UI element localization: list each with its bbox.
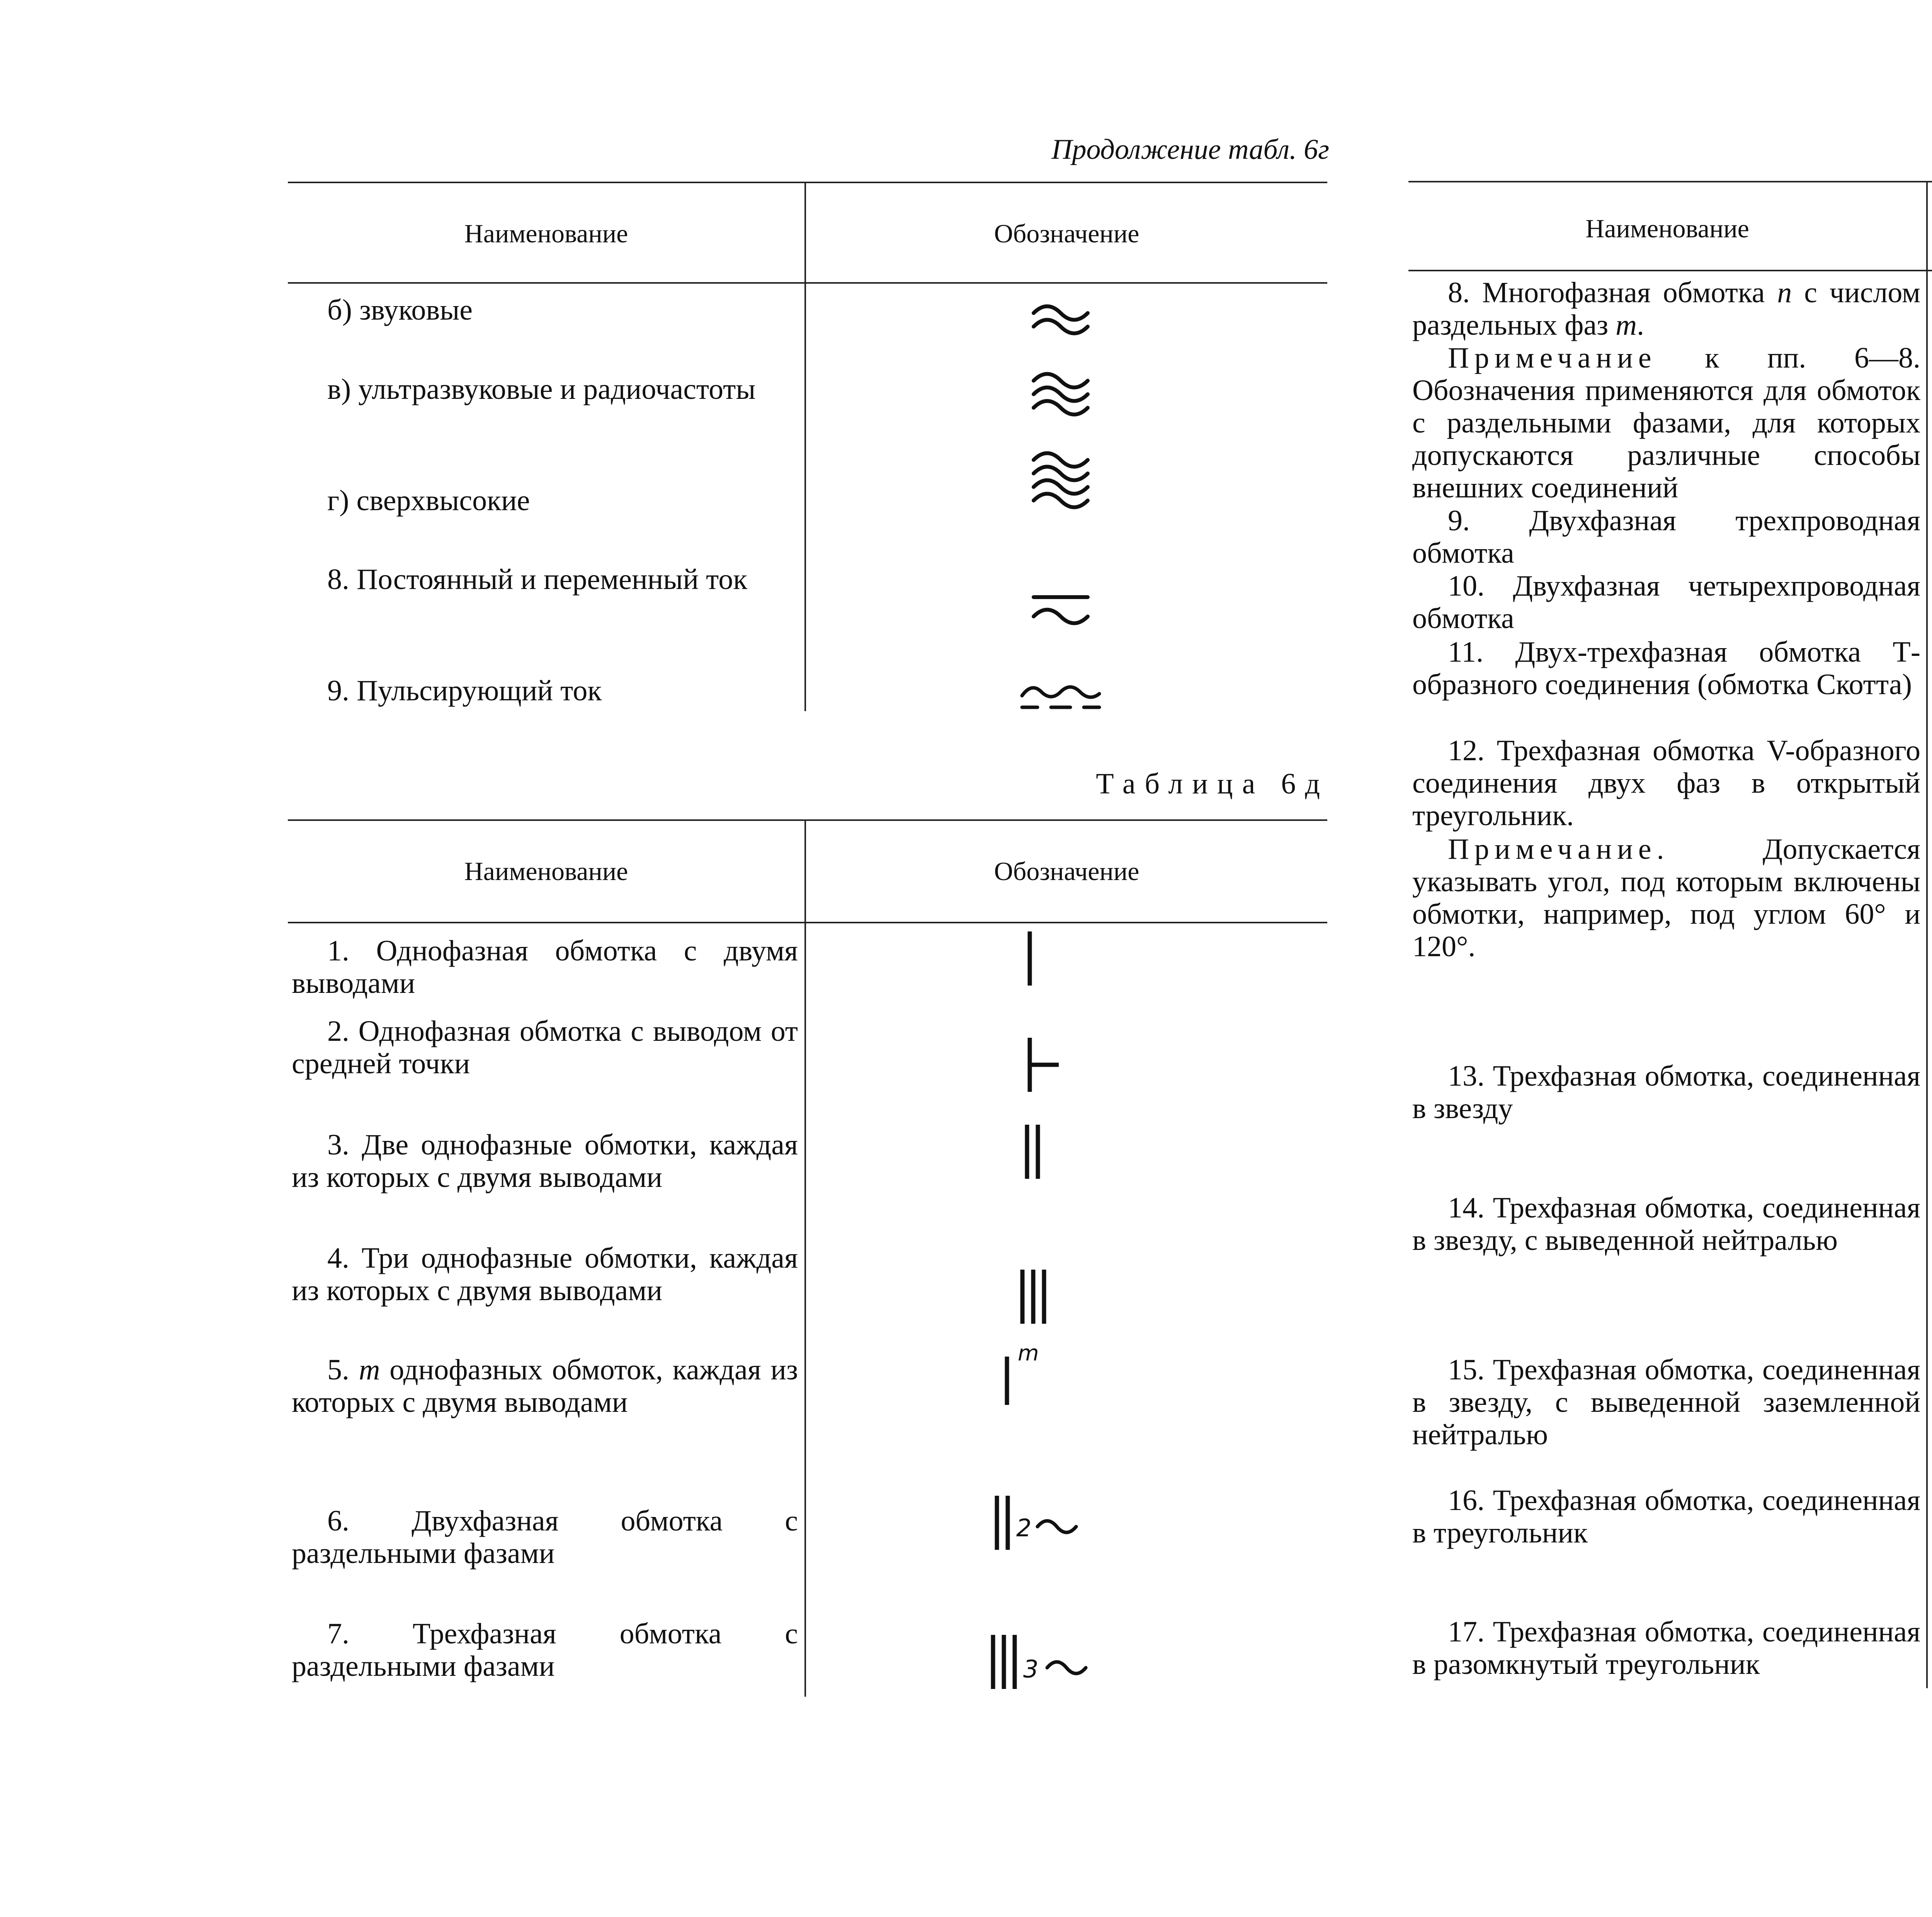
tilde-3-icon xyxy=(1032,371,1090,419)
right-row-8-post: . xyxy=(1637,309,1644,341)
left-table-column-divider xyxy=(804,182,806,711)
right-note-1-label: Примечание xyxy=(1448,342,1657,374)
right-row-13: 13. Трехфазная обмотка, соединенная в звезду xyxy=(1412,1060,1920,1125)
left-table2-header-name: Наименование xyxy=(464,856,628,886)
left-row-uhf: г) сверхвысокие xyxy=(327,484,530,517)
right-row-9: 9. Двухфазная трехпроводная обмотка xyxy=(1412,504,1920,569)
left-table2-column-divider xyxy=(804,819,806,1697)
winding-row-5-pre: 5. xyxy=(327,1353,359,1386)
left-row-pulsating: 9. Пульсирующий ток xyxy=(327,674,602,707)
three-windings-icon xyxy=(1019,1268,1049,1328)
right-header-name: Наименование xyxy=(1585,214,1749,243)
right-note-1 xyxy=(1412,342,1920,504)
left-header-symbol: Обозначение xyxy=(994,219,1139,248)
right-header-symbol xyxy=(1928,213,1932,244)
winding-row-4: 4. Три однофазные обмотки, каждая из которых с двумя выводами xyxy=(292,1242,798,1307)
winding-row-3: 3. Две однофазные обмотки, каждая из которых с двумя выводами xyxy=(292,1129,798,1193)
right-row-17: 17. Трехфазная обмотка, соединенная в разомкнутый треугольник xyxy=(1412,1616,1920,1680)
right-row-16: 16. Трехфазная обмотка, соединенная в треугольник xyxy=(1412,1484,1920,1549)
three-phase-separate-icon xyxy=(989,1633,1090,1693)
left-table2-header-rule xyxy=(288,922,1327,923)
right-row-14: 14. Трехфазная обмотка, соединенная в звезду, с выведенной нейтралью xyxy=(1412,1192,1920,1256)
two-phase-sub: 2 xyxy=(1016,1514,1032,1542)
left-row-ultrasound: в) ультразвуковые и радиочастоты xyxy=(327,373,756,405)
winding-row-5 xyxy=(292,1353,798,1418)
right-table-top-rule xyxy=(1408,181,1932,182)
winding-row-2: 2. Однофазная обмотка с выводом от средней точки xyxy=(292,1015,798,1080)
table-6d-title: Таблица 6д xyxy=(1096,768,1329,800)
single-phase-winding-icon xyxy=(1026,930,1034,989)
winding-row-6: 6. Двухфазная обмотка с раздельными фазами xyxy=(292,1505,798,1570)
winding-row-5-post: однофазных обмоток, каждая из которых с двумя выводами xyxy=(292,1353,798,1418)
winding-row-5-m: m xyxy=(359,1353,380,1386)
right-row-12: 12. Трехфазная обмотка V-образного соединения двух фаз в открытый треугольник. xyxy=(1412,734,1920,832)
left-header-name: Наименование xyxy=(464,219,628,248)
m-windings-icon xyxy=(1003,1341,1053,1409)
winding-row-1: 1. Однофазная обмотка с двумя выводами xyxy=(292,935,798,999)
right-continuation-label xyxy=(1886,133,1932,166)
two-phase-separate-icon xyxy=(993,1494,1078,1554)
right-row-15: 15. Трехфазная обмотка, соединенная в звезду, с выведенной заземленной нейтралью xyxy=(1412,1353,1920,1451)
right-note-2 xyxy=(1412,833,1920,963)
two-windings-icon xyxy=(1023,1123,1043,1183)
right-note-2-label: Примечание xyxy=(1448,833,1657,865)
right-row-8-mid: с числом раздельных фаз xyxy=(1412,276,1921,341)
left-table2-header-symbol: Обозначение xyxy=(994,856,1139,886)
right-row-8 xyxy=(1412,276,1920,341)
winding-row-7: 7. Трехфазная обмотка с раздельными фазами xyxy=(292,1617,798,1682)
right-row-8-pre: 8. Многофазная обмотка xyxy=(1448,276,1777,309)
left-table-top-rule xyxy=(288,182,1327,183)
right-note-1-text: к пп. 6—8. Обозначения применяются для обмоток с раздельными фазами, для которых допускаются различные способы внешних соединений xyxy=(1412,342,1920,504)
right-row-10: 10. Двухфазная четырехпроводная обмотка xyxy=(1412,570,1920,635)
right-table-header-rule xyxy=(1408,270,1932,271)
right-table-column-divider xyxy=(1926,181,1928,1688)
center-tap-winding-icon xyxy=(1026,1036,1061,1096)
tilde-2-icon xyxy=(1032,301,1090,338)
three-phase-sub: 3 xyxy=(1023,1655,1039,1683)
pulsating-current-icon xyxy=(1020,680,1101,713)
tilde-4-icon xyxy=(1032,450,1090,512)
dc-ac-icon xyxy=(1032,591,1090,628)
left-table2-top-rule xyxy=(288,819,1327,821)
right-row-8-m: m xyxy=(1616,309,1637,341)
left-table-header-rule xyxy=(288,282,1327,284)
right-row-8-n: n xyxy=(1777,276,1792,309)
left-row-dc-ac: 8. Постоянный и переменный ток xyxy=(327,563,748,596)
right-note-2-text: . Допускается указывать угол, под которым включены обмотки, например, под углом 60° и 120°. xyxy=(1412,833,1920,963)
left-row-sound: б) звуковые xyxy=(327,294,473,326)
left-continuation-label: Продолжение табл. 6г xyxy=(1051,134,1329,165)
right-row-11: 11. Двух-трехфазная обмотка Т-образного соединения (обмотка Скотта) xyxy=(1412,636,1920,701)
m-windings-sup: m xyxy=(1018,1341,1039,1366)
